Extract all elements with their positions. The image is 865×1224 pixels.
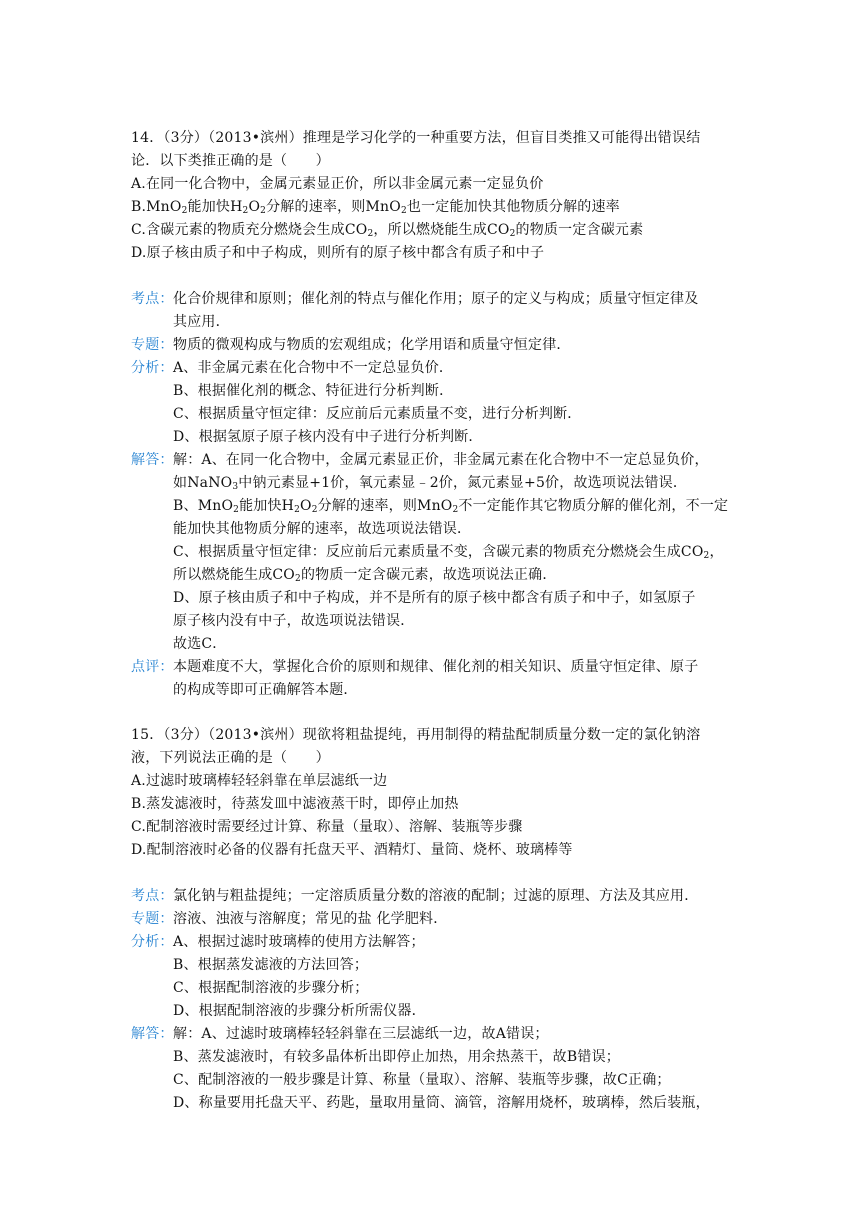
- q15-option-d: D.配制溶液时必备的仪器有托盘天平、酒精灯、量筒、烧杯、玻璃棒等: [131, 842, 573, 858]
- q14-jieda-line-6: 所以燃烧能生成$CO_2$的物质一定含碳元素，故选项说法正确．: [173, 567, 557, 584]
- q15-jieda-label: 解答：: [131, 1026, 174, 1042]
- q15-jieda-line-2: B、蒸发滤液时，有较多晶体析出即停止加热，用余热蒸干，故B错误；: [173, 1049, 620, 1065]
- q14-jieda-line-4: 能加快其他物质分解的速率，故选项说法错误．: [173, 521, 472, 537]
- q15-fenxi-line-3: C、根据配制溶液的步骤分析；: [173, 980, 369, 996]
- q14-jieda-line-7: D、原子核由质子和中子构成，并不是所有的原子核中都含有质子和中子，如氢原子: [173, 590, 696, 606]
- q14-jieda-line-2: 如NaNO$_3$中钠元素显+1价，氧元素显﹣2价，氮元素显+5价，故选项说法错误．: [173, 475, 688, 492]
- q15-stem-line-1: 15．（3分）（2013•滨州）现欲将粗盐提纯，再用制得的精盐配制质量分数一定的氯化钠溶: [131, 727, 701, 743]
- q14-zhuanti-label: 专题：: [131, 337, 174, 353]
- q15-fenxi-line-1: A、根据过滤时玻璃棒的使用方法解答；: [173, 934, 425, 950]
- q14-jieda-line-3: B、MnO$_2$能加快$H_2O_2$分解的速率，则MnO$_2$不一定能作其它物质分解的催化剂，不一定: [173, 498, 729, 515]
- q15-zhuanti-label: 专题：: [131, 911, 174, 927]
- q15-fenxi-label: 分析：: [131, 934, 174, 950]
- q14-kaodian-line-1: 化合价规律和原则；催化剂的特点与催化作用；原子的定义与构成；质量守恒定律及: [173, 291, 699, 307]
- q14-fenxi-line-1: A、非金属元素在化合物中不一定总显负价．: [173, 360, 454, 376]
- q14-kaodian-label: 考点：: [131, 291, 174, 307]
- q14-fenxi-label: 分析：: [131, 360, 174, 376]
- q14-option-c: C.含碳元素的物质充分燃烧会生成$CO_2$，所以燃烧能生成$CO_2$的物质一定含碳元素: [131, 222, 644, 239]
- q15-option-b: B.蒸发滤液时，待蒸发皿中滤液蒸干时，即停止加热: [131, 796, 459, 812]
- q14-dianping-line-2: 的构成等即可正确解答本题．: [173, 682, 358, 698]
- q14-zhuanti: 物质的微观构成与物质的宏观组成；化学用语和质量守恒定律．: [173, 337, 571, 353]
- q15-fenxi-line-2: B、根据蒸发滤液的方法回答；: [173, 957, 369, 973]
- q14-fenxi-line-2: B、根据催化剂的概念、特征进行分析判断．: [173, 383, 454, 399]
- q14-option-a: A.在同一化合物中，金属元素显正价，所以非金属元素一定显负价: [131, 176, 544, 192]
- q14-dianping-label: 点评：: [131, 659, 174, 675]
- q15-option-a: A.过滤时玻璃棒轻轻斜靠在单层滤纸一边: [131, 773, 388, 789]
- q14-fenxi-line-3: C、根据质量守恒定律：反应前后元素质量不变，进行分析判断．: [173, 406, 582, 422]
- q15-stem-line-2: 液，下列说法正确的是（ ）: [131, 750, 330, 766]
- q15-jieda-line-4: D、称量要用托盘天平、药匙，量取用量筒、滴管，溶解用烧杯，玻璃棒，然后装瓶，: [173, 1095, 710, 1111]
- q14-kaodian-line-2: 其应用．: [173, 314, 230, 330]
- q14-fenxi-line-4: D、根据氢原子原子核内没有中子进行分析判断．: [173, 429, 483, 445]
- q15-jieda-line-1: 解：A、过滤时玻璃棒轻轻斜靠在三层滤纸一边，故A错误；: [173, 1026, 549, 1042]
- q15-fenxi-line-4: D、根据配制溶液的步骤分析所需仪器．: [173, 1003, 426, 1019]
- q14-dianping-line-1: 本题难度不大，掌握化合价的原则和规律、催化剂的相关知识、质量守恒定律、原子: [173, 659, 699, 675]
- q15-jieda-line-3: C、配制溶液的一般步骤是计算、称量（量取）、溶解、装瓶等步骤，故C正确；: [173, 1072, 671, 1088]
- q14-jieda-line-8: 原子核内没有中子，故选项说法错误．: [173, 613, 415, 629]
- q14-option-d: D.原子核由质子和中子构成，则所有的原子核中都含有质子和中子: [131, 245, 545, 261]
- q14-jieda-line-9: 故选C．: [173, 636, 227, 652]
- q14-stem-line-1: 14．（3分）（2013•滨州）推理是学习化学的一种重要方法，但盲目类推又可能得出错误结: [131, 130, 701, 146]
- q14-jieda-line-1: 解：A、在同一化合物中，金属元素显正价，非金属元素在化合物中不一定总显负价，: [173, 452, 709, 468]
- q15-kaodian-label: 考点：: [131, 888, 174, 904]
- q14-jieda-line-5: C、根据质量守恒定律：反应前后元素质量不变，含碳元素的物质充分燃烧会生成$CO_2$，: [173, 544, 724, 561]
- q15-option-c: C.配制溶液时需要经过计算、称量（量取）、溶解、装瓶等步骤: [131, 819, 523, 835]
- q15-zhuanti: 溶液、浊液与溶解度；常见的盐 化学肥料．: [173, 911, 448, 927]
- q14-jieda-label: 解答：: [131, 452, 174, 468]
- q15-kaodian: 氯化钠与粗盐提纯；一定溶质质量分数的溶液的配制；过滤的原理、方法及其应用．: [173, 888, 699, 904]
- q14-stem-line-2: 论．以下类推正确的是（ ）: [131, 153, 330, 169]
- q14-option-b: B.MnO$_2$能加快$H_2O_2$分解的速率，则MnO$_2$也一定能加快其他物质分解的速率: [131, 199, 620, 216]
